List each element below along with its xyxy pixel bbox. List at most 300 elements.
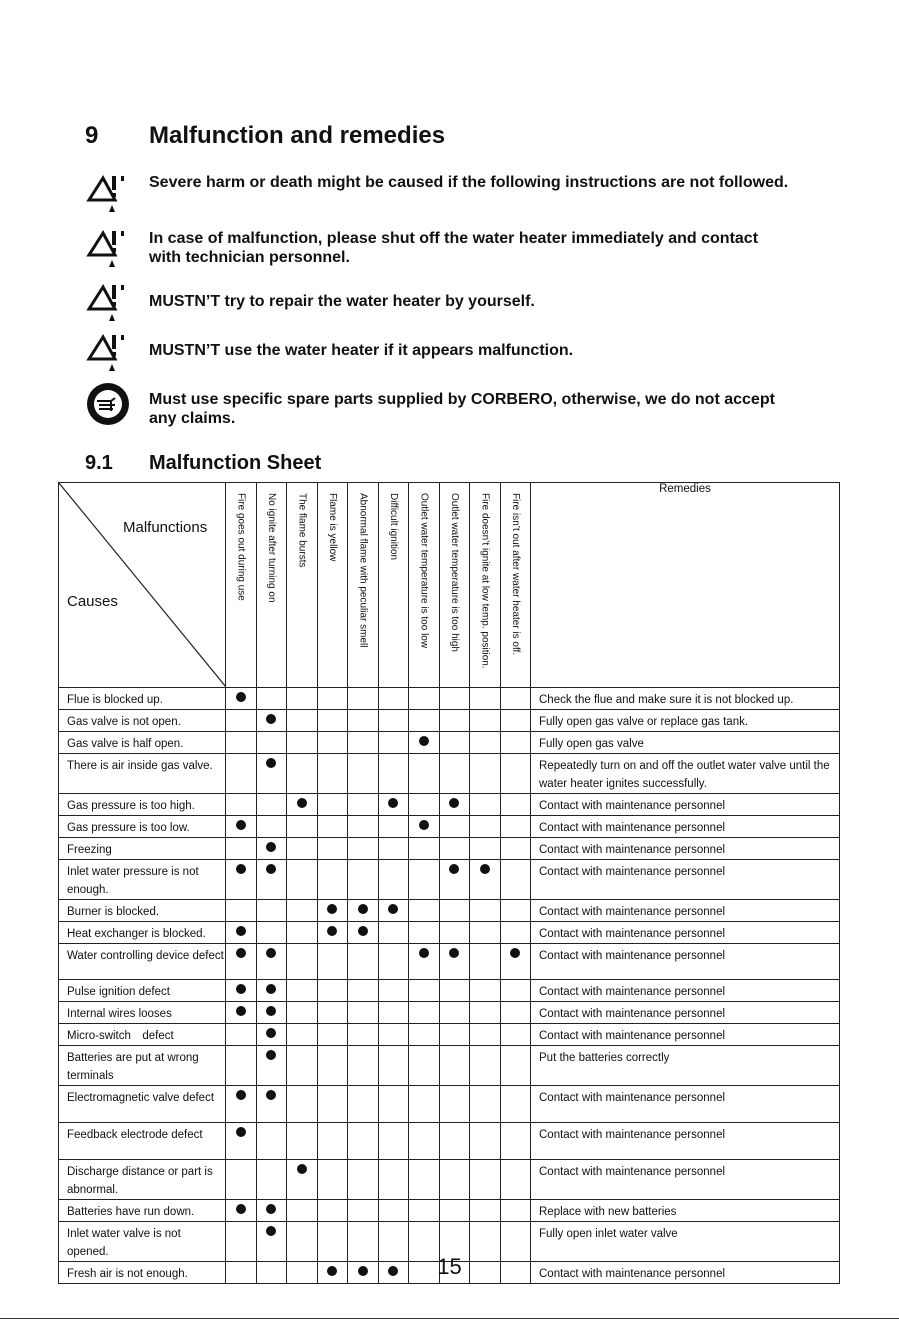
mark-cell xyxy=(470,922,501,944)
dot-marker xyxy=(266,984,276,994)
mark-cell xyxy=(439,1002,470,1024)
mark-cell xyxy=(500,838,531,860)
mark-cell xyxy=(256,1160,287,1200)
malfunction-table xyxy=(58,482,840,1284)
mark-cell xyxy=(470,900,501,922)
mark-cell xyxy=(439,816,470,838)
mark-cell xyxy=(287,688,318,710)
mark-cell xyxy=(378,754,409,794)
dot-marker xyxy=(236,1127,246,1137)
mark-cell xyxy=(226,922,257,944)
dot-marker xyxy=(510,948,520,958)
mark-cell xyxy=(500,1046,531,1086)
mark-cell xyxy=(500,732,531,754)
mark-cell xyxy=(439,1046,470,1086)
mark-cell xyxy=(226,900,257,922)
mark-cell xyxy=(409,816,440,838)
remedy-cell: Contact with maintenance personnel xyxy=(531,980,840,1002)
mark-cell xyxy=(287,1200,318,1222)
mark-cell xyxy=(500,1160,531,1200)
cause-cell: Inlet water valve is not opened. xyxy=(59,1222,226,1262)
remedy-cell: Contact with maintenance personnel xyxy=(531,1086,840,1123)
mark-cell xyxy=(439,1024,470,1046)
causes-label: Causes xyxy=(67,593,118,610)
mark-cell xyxy=(317,688,348,710)
mark-cell xyxy=(470,1086,501,1123)
mark-cell xyxy=(409,688,440,710)
mark-cell xyxy=(500,900,531,922)
bottom-rule xyxy=(0,1318,899,1319)
mark-cell xyxy=(287,922,318,944)
mark-cell xyxy=(348,980,379,1002)
mark-cell xyxy=(348,816,379,838)
mark-cell xyxy=(439,1200,470,1222)
mark-cell xyxy=(256,922,287,944)
mark-cell xyxy=(226,1086,257,1123)
mark-cell xyxy=(378,1160,409,1200)
malfunction-label: Difficult ignition xyxy=(387,493,399,561)
table-row xyxy=(59,944,840,980)
mark-cell xyxy=(378,794,409,816)
mark-cell xyxy=(348,838,379,860)
mark-cell xyxy=(226,1200,257,1222)
mark-cell xyxy=(500,922,531,944)
pointing-hand-icon xyxy=(85,381,131,427)
mark-cell xyxy=(226,816,257,838)
malfunction-column-header xyxy=(226,483,257,688)
dot-marker xyxy=(480,864,490,874)
cause-cell: Gas valve is not open. xyxy=(59,710,226,732)
table-row xyxy=(59,688,840,710)
mark-cell xyxy=(287,710,318,732)
mark-cell xyxy=(348,944,379,980)
warning-icon xyxy=(85,331,131,377)
mark-cell xyxy=(317,1160,348,1200)
cause-cell: Gas valve is half open. xyxy=(59,732,226,754)
mark-cell xyxy=(348,900,379,922)
dot-marker xyxy=(236,948,246,958)
mark-cell xyxy=(378,816,409,838)
dot-marker xyxy=(236,1006,246,1016)
mark-cell xyxy=(409,1024,440,1046)
mark-cell xyxy=(470,710,501,732)
mark-cell xyxy=(317,1123,348,1160)
mark-cell xyxy=(348,860,379,900)
mark-cell xyxy=(226,860,257,900)
table-row xyxy=(59,1024,840,1046)
mark-cell xyxy=(378,732,409,754)
mark-cell xyxy=(256,860,287,900)
cause-cell: Inlet water pressure is not enough. xyxy=(59,860,226,900)
cause-cell: Gas pressure is too high. xyxy=(59,794,226,816)
remedy-cell: Replace with new batteries xyxy=(531,1200,840,1222)
mark-cell xyxy=(500,1086,531,1123)
mark-cell xyxy=(500,944,531,980)
mark-cell xyxy=(500,980,531,1002)
dot-marker xyxy=(449,798,459,808)
mark-cell xyxy=(439,732,470,754)
mark-cell xyxy=(226,794,257,816)
table-row xyxy=(59,1002,840,1024)
mark-cell xyxy=(378,710,409,732)
remedy-cell: Contact with maintenance personnel xyxy=(531,944,840,980)
malfunctions-label: Malfunctions xyxy=(123,519,208,536)
remedy-cell: Fully open inlet water valve xyxy=(531,1222,840,1262)
mark-cell xyxy=(317,1024,348,1046)
dot-marker xyxy=(266,1226,276,1236)
malfunction-column-header xyxy=(409,483,440,688)
malfunction-column-header xyxy=(439,483,470,688)
mark-cell xyxy=(226,1046,257,1086)
malfunction-label: No ignite after turning on xyxy=(265,493,277,603)
remedy-cell: Check the flue and make sure it is not blocked up. xyxy=(531,688,840,710)
mark-cell xyxy=(378,1046,409,1086)
mark-cell xyxy=(287,860,318,900)
remedy-cell: Contact with maintenance personnel xyxy=(531,1160,840,1200)
mark-cell xyxy=(317,900,348,922)
mark-cell xyxy=(287,816,318,838)
mark-cell xyxy=(378,860,409,900)
mark-cell xyxy=(378,980,409,1002)
dot-marker xyxy=(388,904,398,914)
dot-marker xyxy=(266,1204,276,1214)
dot-marker xyxy=(297,798,307,808)
mark-cell xyxy=(409,860,440,900)
remedy-cell: Contact with maintenance personnel xyxy=(531,838,840,860)
mark-cell xyxy=(470,1160,501,1200)
remedy-cell: Contact with maintenance personnel xyxy=(531,1024,840,1046)
table-row xyxy=(59,980,840,1002)
malfunction-column-header xyxy=(287,483,318,688)
mark-cell xyxy=(470,732,501,754)
malfunction-column-header xyxy=(378,483,409,688)
mark-cell xyxy=(317,816,348,838)
dot-marker xyxy=(327,926,337,936)
mark-cell xyxy=(378,1086,409,1123)
mark-cell xyxy=(500,1200,531,1222)
dot-marker xyxy=(236,926,246,936)
mark-cell xyxy=(409,1002,440,1024)
mark-cell xyxy=(378,944,409,980)
mark-cell xyxy=(409,1046,440,1086)
remedy-cell: Contact with maintenance personnel xyxy=(531,1123,840,1160)
mark-cell xyxy=(226,1160,257,1200)
mark-cell xyxy=(348,794,379,816)
mark-cell xyxy=(439,860,470,900)
mark-cell xyxy=(500,1002,531,1024)
warning-icon xyxy=(85,172,131,218)
mark-cell xyxy=(256,1200,287,1222)
subsection-number: 9.1 xyxy=(85,452,113,474)
mark-cell xyxy=(226,980,257,1002)
warning-text: MUSTN’T try to repair the water heater by yourself. xyxy=(149,293,535,310)
mark-cell xyxy=(317,944,348,980)
cause-cell: Flue is blocked up. xyxy=(59,688,226,710)
remedies-header: Remedies xyxy=(531,483,840,688)
mark-cell xyxy=(287,1123,318,1160)
mark-cell xyxy=(287,794,318,816)
mark-cell xyxy=(470,944,501,980)
mark-cell xyxy=(409,754,440,794)
mark-cell xyxy=(256,980,287,1002)
remedy-cell: Contact with maintenance personnel xyxy=(531,1002,840,1024)
table-row xyxy=(59,794,840,816)
mark-cell xyxy=(256,1024,287,1046)
warning-icon xyxy=(85,227,131,273)
mark-cell xyxy=(348,1086,379,1123)
mark-cell xyxy=(256,1086,287,1123)
mark-cell xyxy=(287,754,318,794)
cause-cell: Fresh air is not enough. xyxy=(59,1262,226,1284)
dot-marker xyxy=(266,864,276,874)
table-row xyxy=(59,900,840,922)
page-number: 15 xyxy=(437,1254,462,1279)
warning-text: MUSTN’T use the water heater if it appears malfunction. xyxy=(149,342,574,359)
table-row xyxy=(59,1200,840,1222)
mark-cell xyxy=(226,754,257,794)
mark-cell xyxy=(287,1086,318,1123)
mark-cell xyxy=(256,732,287,754)
mark-cell xyxy=(439,980,470,1002)
mark-cell xyxy=(470,838,501,860)
mark-cell xyxy=(409,944,440,980)
mark-cell xyxy=(439,838,470,860)
cause-cell: Internal wires looses xyxy=(59,1002,226,1024)
dot-marker xyxy=(266,842,276,852)
mark-cell xyxy=(256,1002,287,1024)
mark-cell xyxy=(256,816,287,838)
mark-cell xyxy=(470,860,501,900)
mark-cell xyxy=(439,944,470,980)
dot-marker xyxy=(266,758,276,768)
mark-cell xyxy=(317,1086,348,1123)
table-row xyxy=(59,1123,840,1160)
mark-cell xyxy=(500,754,531,794)
table-row xyxy=(59,710,840,732)
subsection-title: Malfunction Sheet xyxy=(149,452,322,474)
mark-cell xyxy=(317,710,348,732)
header-diagonal-cell xyxy=(59,483,226,688)
malfunction-column-header xyxy=(256,483,287,688)
malfunction-column-header xyxy=(348,483,379,688)
mark-cell xyxy=(500,688,531,710)
mark-cell xyxy=(439,710,470,732)
remedy-cell: Contact with maintenance personnel xyxy=(531,816,840,838)
dot-marker xyxy=(327,904,337,914)
warning-text: In case of malfunction, please shut off the water heater immediately and contact with technician personnel. xyxy=(149,230,759,266)
table-row xyxy=(59,1160,840,1200)
mark-cell xyxy=(409,980,440,1002)
table-row xyxy=(59,922,840,944)
mark-cell xyxy=(256,1123,287,1160)
dot-marker xyxy=(266,1050,276,1060)
mark-cell xyxy=(317,838,348,860)
mark-cell xyxy=(348,754,379,794)
mark-cell xyxy=(287,980,318,1002)
mark-cell xyxy=(256,688,287,710)
malfunction-label: Abnormal flame with peculiar smell xyxy=(357,493,369,648)
mark-cell xyxy=(317,980,348,1002)
mark-cell xyxy=(317,860,348,900)
dot-marker xyxy=(266,1028,276,1038)
mark-cell xyxy=(287,1024,318,1046)
remedy-cell: Contact with maintenance personnel xyxy=(531,1262,840,1284)
remedy-cell: Contact with maintenance personnel xyxy=(531,860,840,900)
mark-cell xyxy=(317,732,348,754)
diagonal-line xyxy=(59,483,226,687)
table-header-row xyxy=(59,483,840,688)
dot-marker xyxy=(297,1164,307,1174)
cause-cell: Batteries have run down. xyxy=(59,1200,226,1222)
remedy-cell: Put the batteries correctly xyxy=(531,1046,840,1086)
mark-cell xyxy=(226,1123,257,1160)
mark-cell xyxy=(409,922,440,944)
mark-cell xyxy=(317,922,348,944)
dot-marker xyxy=(419,820,429,830)
mark-cell xyxy=(287,944,318,980)
dot-marker xyxy=(266,1006,276,1016)
mark-cell xyxy=(409,838,440,860)
section-number: 9 xyxy=(85,122,99,149)
mark-cell xyxy=(256,794,287,816)
mark-cell xyxy=(348,1046,379,1086)
dot-marker xyxy=(236,692,246,702)
dot-marker xyxy=(358,904,368,914)
mark-cell xyxy=(348,710,379,732)
mark-cell xyxy=(409,1160,440,1200)
malfunction-label: Outlet water temperature is too high xyxy=(448,493,460,652)
mark-cell xyxy=(317,1200,348,1222)
warning-text: Must use specific spare parts supplied by CORBERO, otherwise, we do not accept any claims. xyxy=(149,391,775,427)
mark-cell xyxy=(439,1086,470,1123)
mark-cell xyxy=(409,1086,440,1123)
mark-cell xyxy=(226,688,257,710)
mark-cell xyxy=(317,1002,348,1024)
mark-cell xyxy=(470,754,501,794)
malfunction-label: Fire isn’t out after water heater is off. xyxy=(509,493,521,656)
warning-text: Severe harm or death might be caused if the following instructions are not followed. xyxy=(149,174,789,191)
mark-cell xyxy=(256,944,287,980)
mark-cell xyxy=(226,1002,257,1024)
dot-marker xyxy=(236,1090,246,1100)
mark-cell xyxy=(439,754,470,794)
dot-marker xyxy=(449,864,459,874)
mark-cell xyxy=(348,1200,379,1222)
mark-cell xyxy=(500,860,531,900)
table-row xyxy=(59,860,840,900)
mark-cell xyxy=(470,980,501,1002)
mark-cell xyxy=(409,732,440,754)
cause-cell: Heat exchanger is blocked. xyxy=(59,922,226,944)
mark-cell xyxy=(439,922,470,944)
mark-cell xyxy=(378,1002,409,1024)
dot-marker xyxy=(266,714,276,724)
mark-cell xyxy=(378,1123,409,1160)
cause-cell: Micro-switch defect xyxy=(59,1024,226,1046)
dot-marker xyxy=(266,948,276,958)
malfunction-label: Outlet water temperature is too low xyxy=(418,493,430,649)
mark-cell xyxy=(256,710,287,732)
mark-cell xyxy=(409,900,440,922)
dot-marker xyxy=(236,820,246,830)
malfunction-column-header xyxy=(500,483,531,688)
mark-cell xyxy=(348,922,379,944)
mark-cell xyxy=(470,1002,501,1024)
mark-cell xyxy=(500,710,531,732)
mark-cell xyxy=(317,1046,348,1086)
mark-cell xyxy=(226,1024,257,1046)
mark-cell xyxy=(439,1160,470,1200)
cause-cell: Burner is blocked. xyxy=(59,900,226,922)
mark-cell xyxy=(378,688,409,710)
cause-cell: Electromagnetic valve defect xyxy=(59,1086,226,1123)
mark-cell xyxy=(287,1046,318,1086)
remedy-cell: Contact with maintenance personnel xyxy=(531,922,840,944)
mark-cell xyxy=(439,794,470,816)
malfunction-label: Fire goes out during use xyxy=(235,493,247,601)
mark-cell xyxy=(470,1024,501,1046)
mark-cell xyxy=(500,816,531,838)
table-row xyxy=(59,732,840,754)
mark-cell xyxy=(409,1200,440,1222)
mark-cell xyxy=(348,1160,379,1200)
cause-cell: Batteries are put at wrong terminals xyxy=(59,1046,226,1086)
table-row xyxy=(59,1086,840,1123)
table-row xyxy=(59,1046,840,1086)
mark-cell xyxy=(256,838,287,860)
mark-cell xyxy=(287,1002,318,1024)
remedy-cell: Fully open gas valve xyxy=(531,732,840,754)
mark-cell xyxy=(348,732,379,754)
mark-cell xyxy=(348,1002,379,1024)
cause-cell: Freezing xyxy=(59,838,226,860)
mark-cell xyxy=(256,1046,287,1086)
mark-cell xyxy=(439,900,470,922)
mark-cell xyxy=(378,1200,409,1222)
dot-marker xyxy=(419,736,429,746)
mark-cell xyxy=(470,688,501,710)
mark-cell xyxy=(378,1024,409,1046)
mark-cell xyxy=(470,1046,501,1086)
mark-cell xyxy=(287,732,318,754)
mark-cell xyxy=(287,1160,318,1200)
dot-marker xyxy=(236,1204,246,1214)
mark-cell xyxy=(470,1200,501,1222)
dot-marker xyxy=(449,948,459,958)
cause-cell: There is air inside gas valve. xyxy=(59,754,226,794)
mark-cell xyxy=(287,900,318,922)
mark-cell xyxy=(226,944,257,980)
table-row xyxy=(59,838,840,860)
table-row xyxy=(59,754,840,794)
dot-marker xyxy=(419,948,429,958)
cause-cell: Pulse ignition defect xyxy=(59,980,226,1002)
mark-cell xyxy=(348,1024,379,1046)
mark-cell xyxy=(226,838,257,860)
mark-cell xyxy=(439,688,470,710)
remedy-cell: Fully open gas valve or replace gas tank. xyxy=(531,710,840,732)
malfunction-label: The flame bursts xyxy=(296,493,308,568)
mark-cell xyxy=(378,838,409,860)
cause-cell: Gas pressure is too low. xyxy=(59,816,226,838)
mark-cell xyxy=(378,922,409,944)
remedy-cell: Contact with maintenance personnel xyxy=(531,900,840,922)
warning-icon xyxy=(85,281,131,327)
dot-marker xyxy=(266,1090,276,1100)
mark-cell xyxy=(470,1123,501,1160)
dot-marker xyxy=(388,798,398,808)
mark-cell xyxy=(287,838,318,860)
